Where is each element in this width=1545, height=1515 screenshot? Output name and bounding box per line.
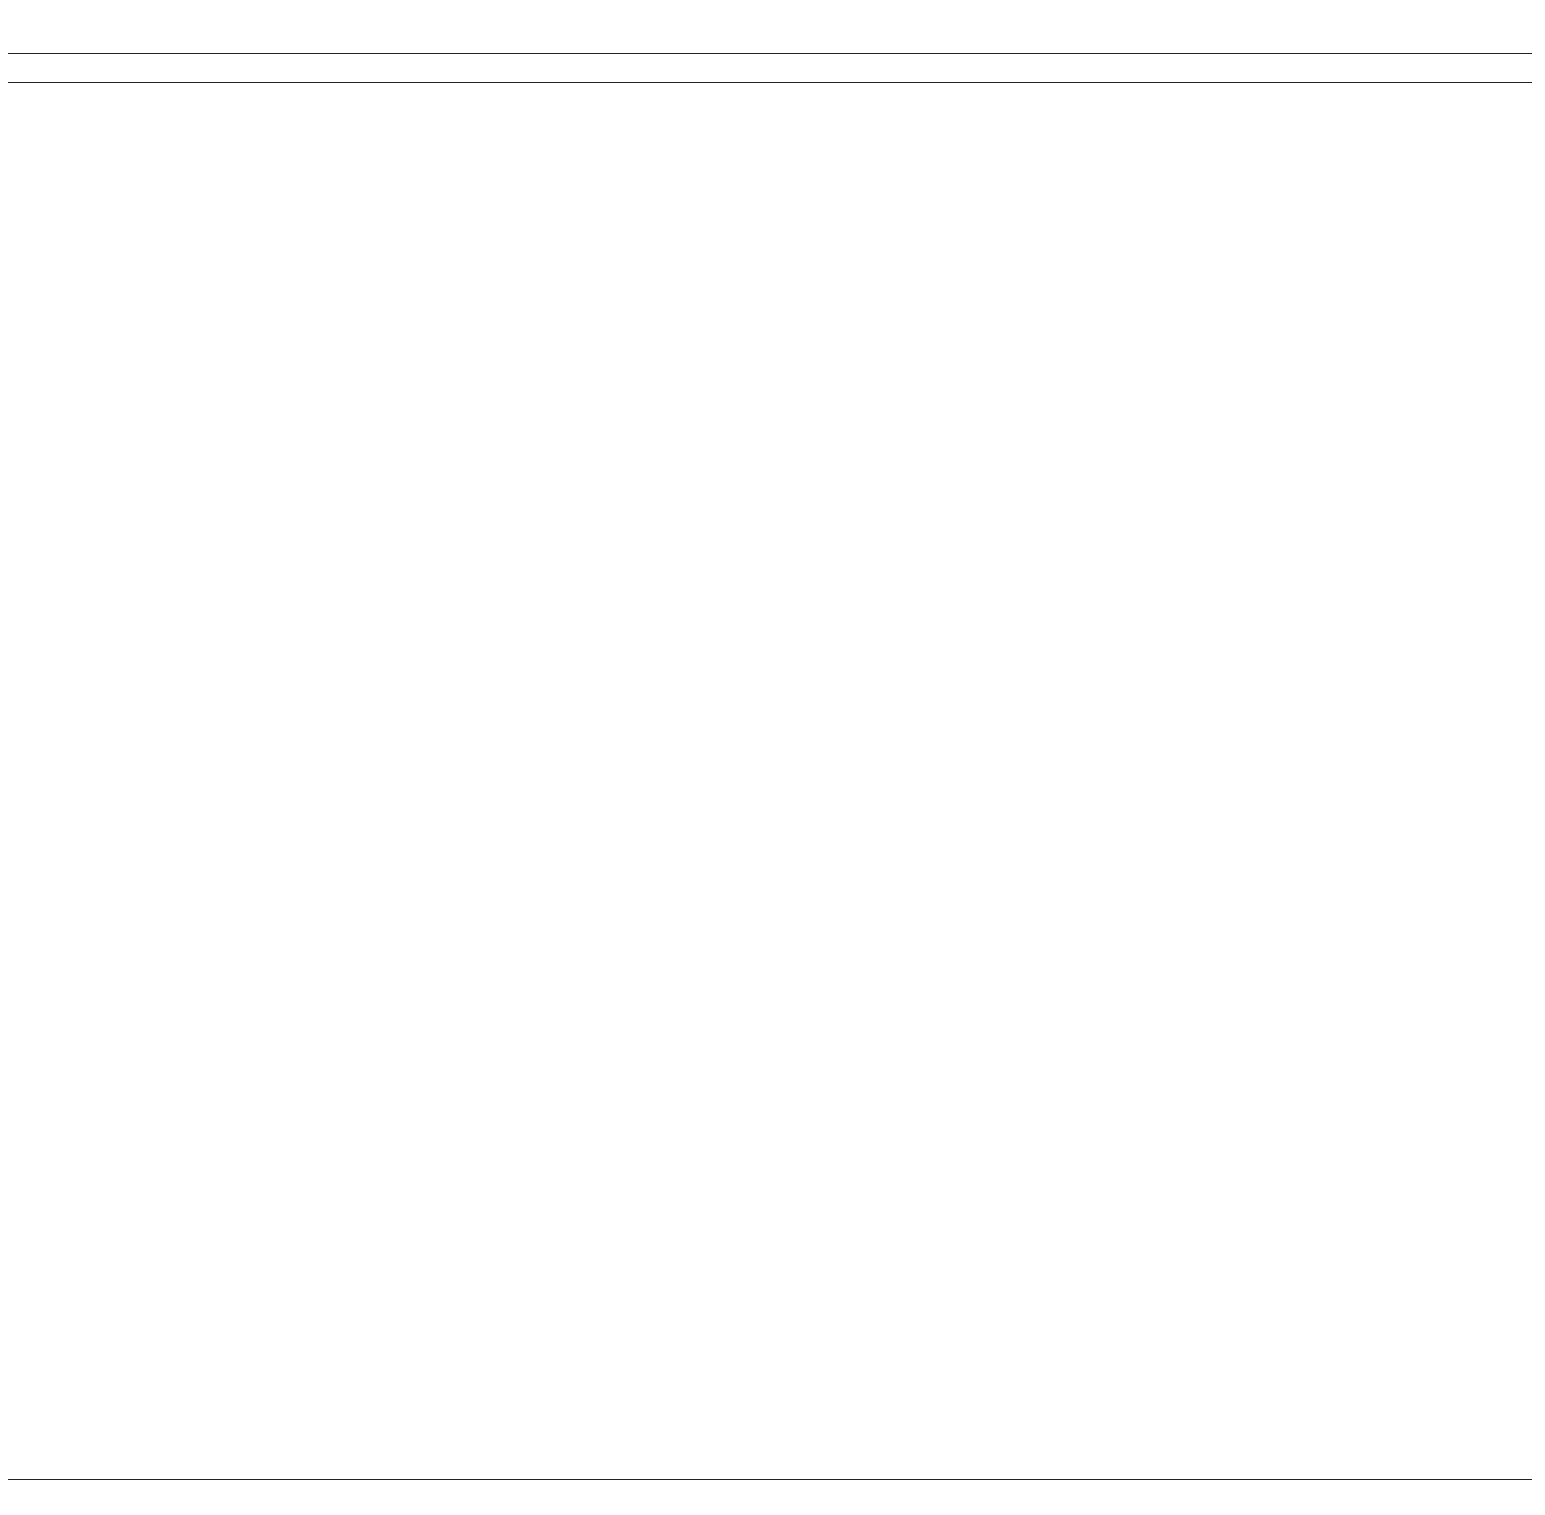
bottom-rule <box>8 1479 1532 1480</box>
header-variables <box>48 56 348 83</box>
header-rule <box>8 82 1532 83</box>
header-coefficients <box>416 56 716 83</box>
header-probability <box>1203 56 1503 83</box>
header-row <box>0 56 1545 83</box>
header-t-statistic <box>810 56 1110 83</box>
top-rule <box>8 53 1532 54</box>
